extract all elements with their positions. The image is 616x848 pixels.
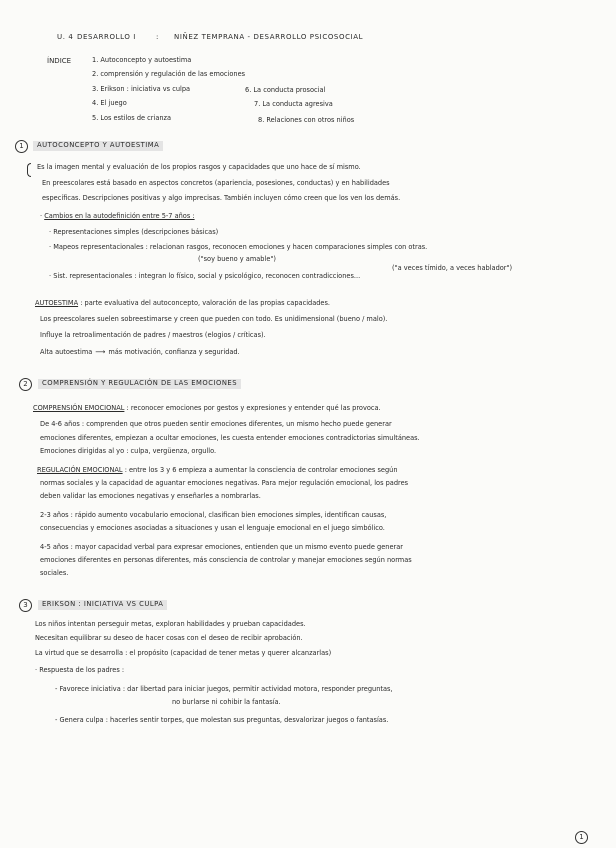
comprension-text: : reconocer emociones por gestos y expresiones y entender qué las provoca. [126,404,381,412]
favorece-text: Favorece iniciativa : dar libertad para iniciar juegos, permitir actividad motora, responder preguntas, [59,685,393,693]
s1-autoestima-4 [40,348,240,357]
s2-r3: deben validar las emociones negativas y enseñarles a nombrarlas. [40,492,261,500]
bullet-1-text: Representaciones simples (descripciones básicas) [53,228,219,236]
section-2-number: 2 [19,378,32,391]
alta-autoestima-result: más motivación, confianza y seguridad. [108,348,240,356]
header-colon: : [156,33,159,41]
section-1-title: AUTOCONCEPTO Y AUTOESTIMA [33,141,163,151]
brace-icon [27,163,31,177]
s1-cambios-heading: · Cambios en la autodefinición entre 5-7 años : [40,212,195,220]
s1-line-2: En preescolares está basado en aspectos concretos (apariencia, posesiones, conductas) y en habilidades [42,179,390,187]
comprension-line [33,405,381,413]
s1-bullet-2: · Mapeos representacionales : relacionan rasgos, reconocen emociones y hacen comparaciones simples con otras. [49,243,428,251]
index-label: ÍNDICE [47,57,72,65]
s1-autoestima-2: Los preescolares suelen sobreestimarse y creen que pueden con todo. Es unidimensional (bueno / malo). [40,315,388,323]
s2-e4: emociones diferentes en personas diferentes, más consciencia de controlar y manejar emociones según normas [40,556,412,564]
s1-line-1: Es la imagen mental y evaluación de los propios rasgos y capacidades que uno hace de sí mismo. [37,163,361,171]
index-item-7: 7. La conducta agresiva [254,100,333,108]
s2-e3: 4-5 años : mayor capacidad verbal para expresar emociones, entienden que un mismo evento puede generar [40,543,403,551]
autoestima-line [35,300,330,308]
index-item-1: 1. Autoconcepto y autoestima [92,56,192,64]
autoestima-label: AUTOESTIMA [35,299,79,307]
s1-bullet-3-note: ("a veces tímido, a veces hablador") [392,264,513,272]
culpa-text: Genera culpa : hacerles sentir torpes, que molestan sus preguntas, desvalorizar juegos o fantasías. [59,716,389,724]
bullet-2-text: Mapeos representacionales : relacionan rasgos, reconocen emociones y hacen comparaciones simples con otras. [53,243,428,251]
s2-r2: normas sociales y la capacidad de aguantar emociones negativas. Para mejor regulación emocional, los padres [40,479,409,487]
bullet-3-text: Sist. representacionales : integran lo físico, social y psicológico, reconocen contradicciones... [53,272,361,280]
header-part2: NIÑEZ TEMPRANA - DESARROLLO PSICOSOCIAL [174,33,364,41]
index-item-6: 6. La conducta prosocial [245,86,326,94]
section-3-title: ERIKSON : INICIATIVA VS CULPA [38,600,167,610]
header-part1: DESARROLLO I [77,33,136,41]
s2-c3: emociones diferentes, empiezan a ocultar emociones, les cuesta entender emociones contradictorias simultáneas. [40,434,420,442]
section-1-number: 1 [15,140,28,153]
s3-l2: Necesitan equilibrar su deseo de hacer cosas con el deseo de recibir aprobación. [35,634,303,642]
header-unit: U. 4 [57,33,74,41]
s1-line-3: específicas. Descripciones positivas y algo imprecisas. También incluyen cómo creen que los ven los demás. [42,194,401,202]
s1-bullet-1: · Representaciones simples (descripciones básicas) [49,228,219,236]
index-item-2: 2. comprensión y regulación de las emociones [92,70,246,78]
regulacion-line [37,467,398,475]
comprension-label: COMPRENSIÓN EMOCIONAL [33,404,125,412]
index-item-8: 8. Relaciones con otros niños [258,116,355,124]
s3-f1: - Favorece iniciativa : dar libertad para iniciar juegos, permitir actividad motora, responder preguntas, [55,685,393,693]
respuesta-text: Respuesta de los padres : [39,666,125,674]
s2-e5: sociales. [40,569,69,577]
index-item-5: 5. Los estilos de crianza [92,114,172,122]
section-2-title: COMPRENSIÓN Y REGULACIÓN DE LAS EMOCIONES [38,379,241,389]
s3-l3: La virtud que se desarrolla : el propósito (capacidad de tener metas y querer alcanzarlas) [35,649,332,657]
s1-bullet-3: · Sist. representacionales : integran lo físico, social y psicológico, reconocen contradicciones... [49,272,361,280]
index-item-3: 3. Erikson : iniciativa vs culpa [92,85,191,93]
s2-c4: Emociones dirigidas al yo : culpa, vergüenza, orgullo. [40,447,217,455]
autoestima-text: : parte evaluativa del autoconcepto, valoración de las propias capacidades. [80,299,331,307]
arrow-right-icon: ⟶ [95,348,106,356]
section-3-number: 3 [19,599,32,612]
s3-l1: Los niños intentan perseguir metas, exploran habilidades y prueban capacidades. [35,620,306,628]
s3-resp: · Respuesta de los padres : [35,666,125,674]
s1-bullet-2b: ("soy bueno y amable") [198,255,276,263]
page-number: 1 [575,831,588,844]
regulacion-label: REGULACIÓN EMOCIONAL [37,466,123,474]
s1-autoestima-3: Influye la retroalimentación de padres / maestros (elogios / críticas). [40,331,266,339]
s2-e1: 2-3 años : rápido aumento vocabulario emocional, clasifican bien emociones simples, identifican causas, [40,511,387,519]
cambios-text: Cambios en la autodefinición entre 5-7 años : [44,212,195,220]
s2-c2: De 4-6 años : comprenden que otros pueden sentir emociones diferentes, un mismo hecho puede generar [40,420,392,428]
regulacion-text: : entre los 3 y 6 empieza a aumentar la consciencia de controlar emociones según [124,466,398,474]
s2-e2: consecuencias y emociones asociadas a situaciones y usan el lenguaje emocional en el juego simbólico. [40,524,385,532]
index-item-4: 4. El juego [92,99,127,107]
s3-g1: - Genera culpa : hacerles sentir torpes, que molestan sus preguntas, desvalorizar juegos o fantasías. [55,716,389,724]
s3-f2: no burlarse ni cohibir la fantasía. [172,698,281,706]
alta-autoestima: Alta autoestima [40,348,93,356]
